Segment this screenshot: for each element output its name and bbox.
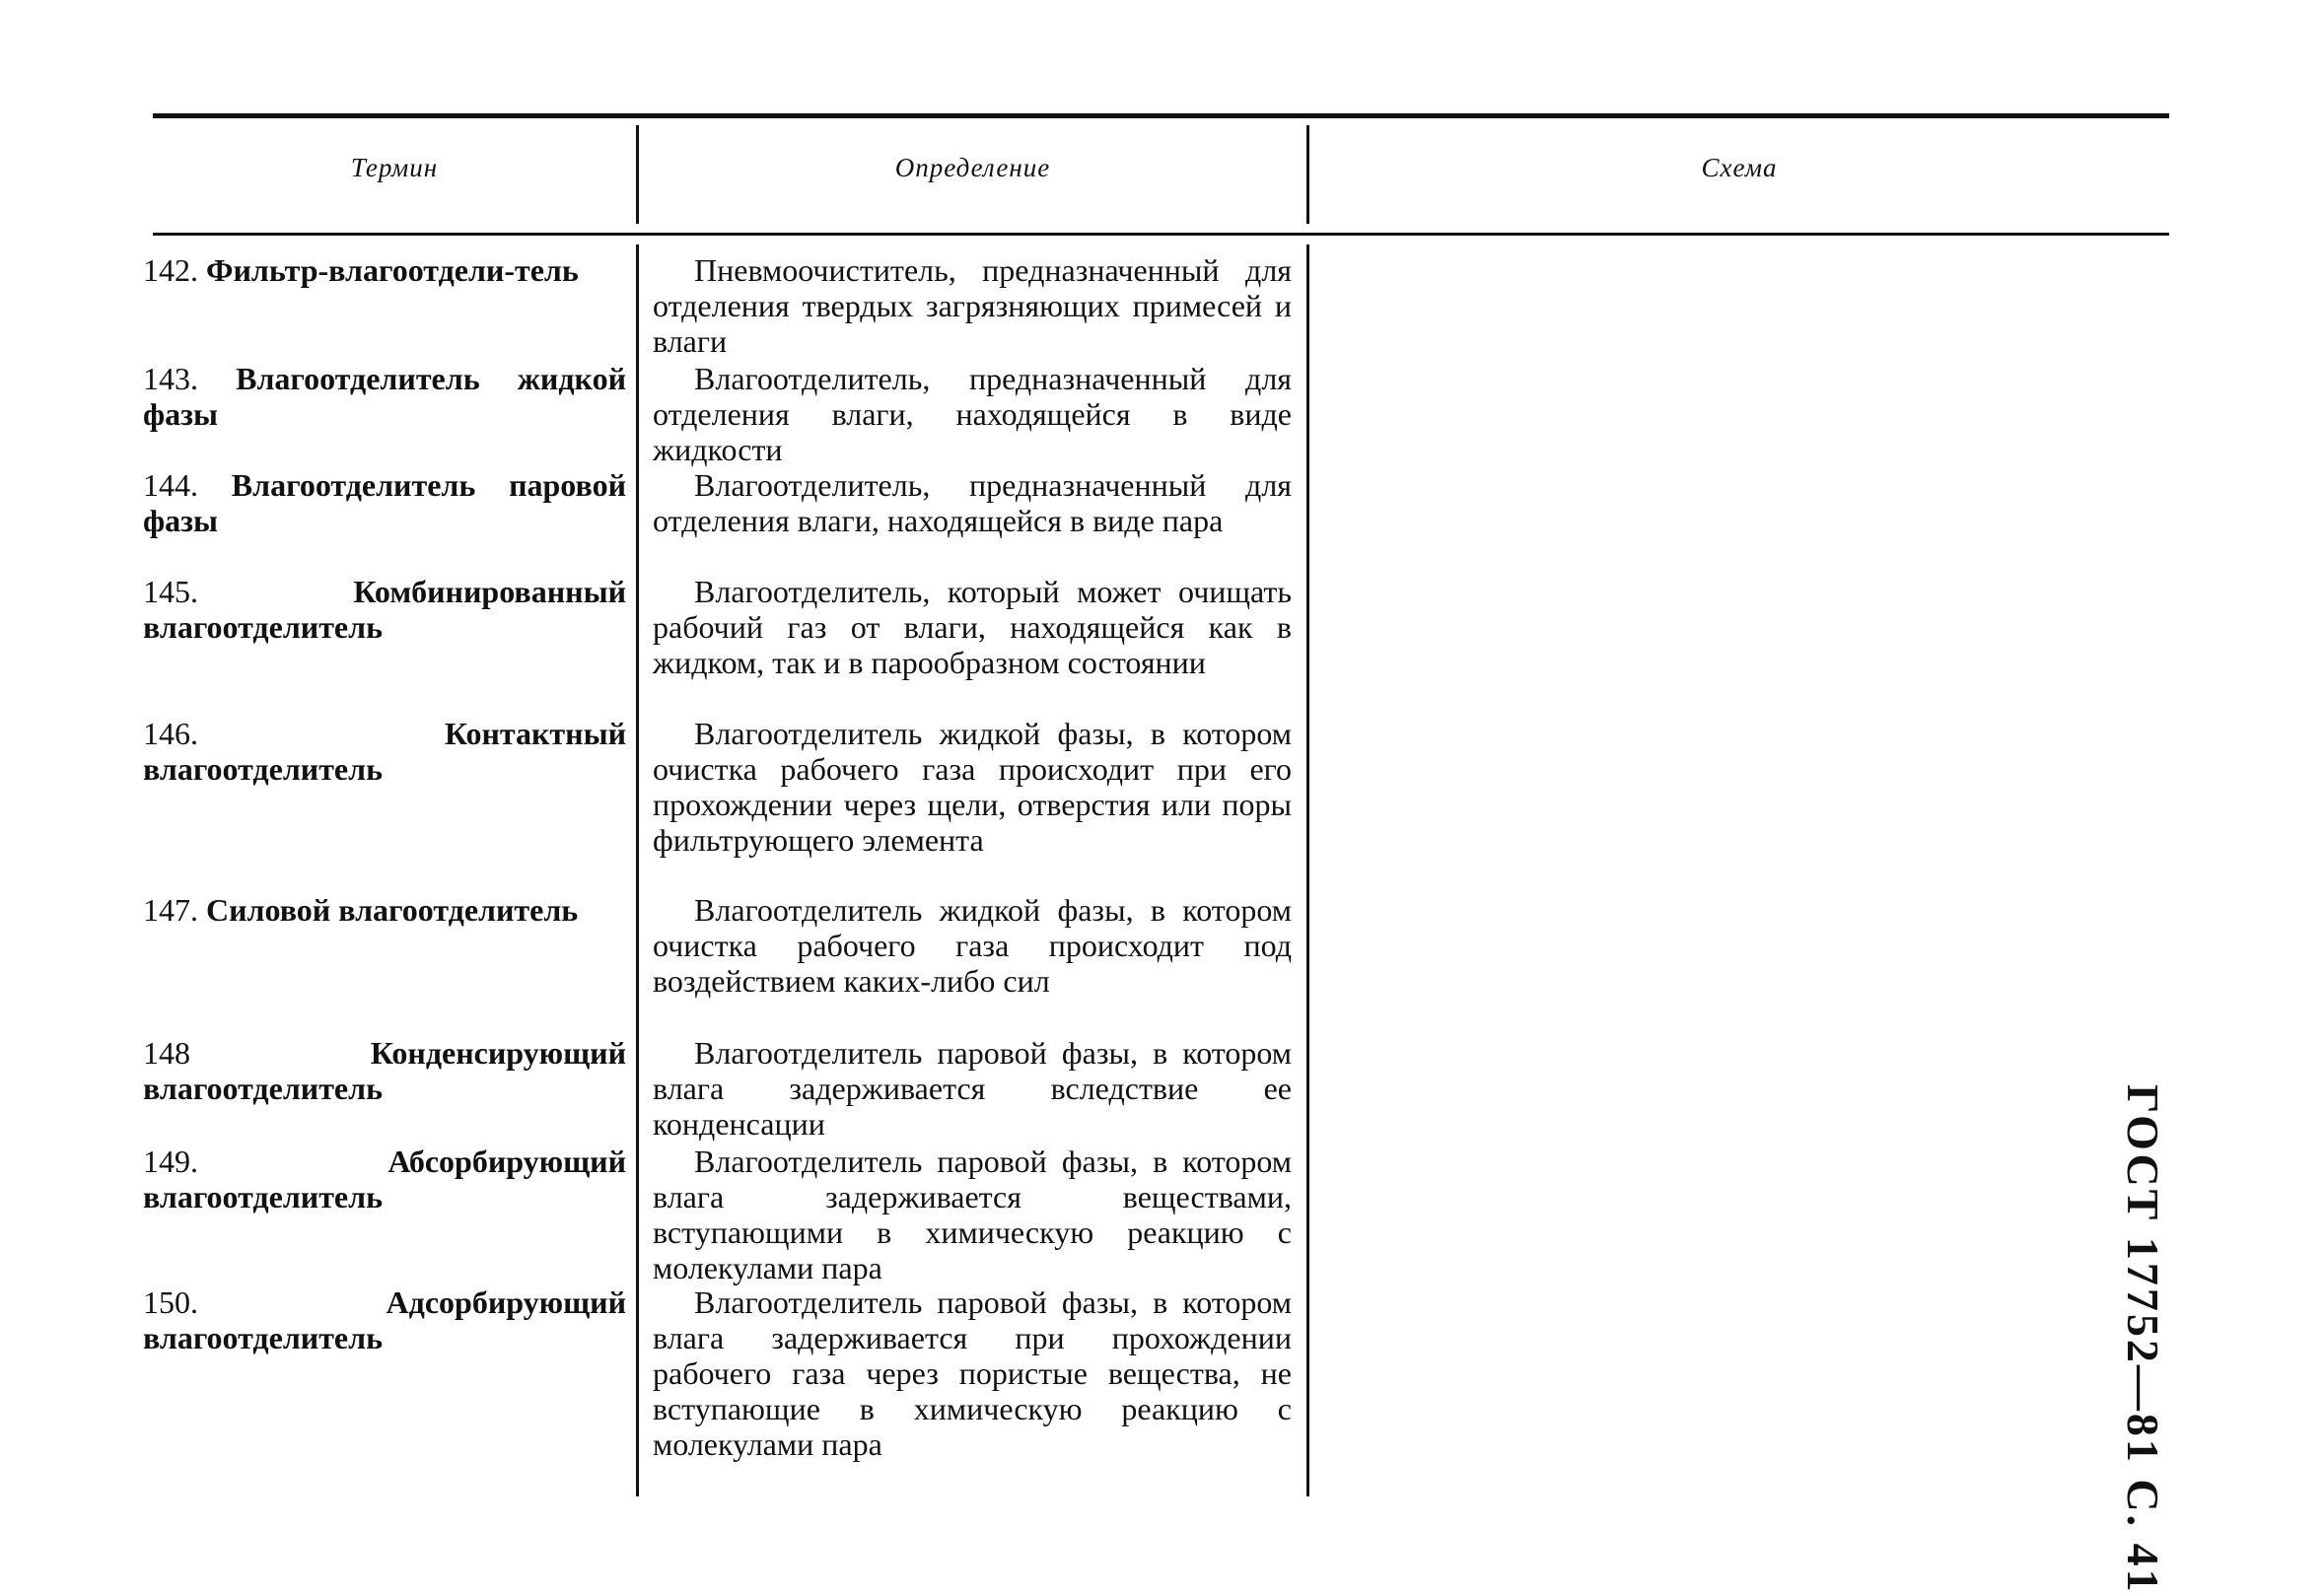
term-number: 143. bbox=[143, 361, 198, 396]
term-number: 148 bbox=[143, 1035, 190, 1071]
term-150 bbox=[143, 1284, 626, 1355]
term-name: Фильтр-влагоотдели-тель bbox=[206, 252, 579, 288]
definition-147: Влагоотделитель жидкой фазы, в котором очистка рабочего газа происходит под воздействием каких-либо сил bbox=[653, 892, 1292, 999]
term-number: 149. bbox=[143, 1144, 198, 1179]
term-146 bbox=[143, 716, 626, 787]
term-number: 147. bbox=[143, 892, 198, 928]
definition-150: Влагоотделитель паровой фазы, в котором влага задерживается при прохождении рабочего газа через пористые вещества, не вступающие в химическую реакцию с молекулами пара bbox=[653, 1284, 1292, 1462]
term-145 bbox=[143, 574, 626, 645]
header-definition: Определение bbox=[894, 153, 1051, 182]
definition-148: Влагоотделитель паровой фазы, в котором влага задерживается вследствие ее конденсации bbox=[653, 1035, 1292, 1142]
term-name: Влагоотделитель жидкой фазы bbox=[143, 361, 627, 432]
header-scheme: Схема bbox=[1701, 153, 1778, 182]
term-148 bbox=[143, 1035, 626, 1106]
term-name: Силовой влагоотделитель bbox=[206, 892, 579, 928]
definition-145: Влагоотделитель, который может очищать рабочий газ от влаги, находящейся как в жидком, так и в парообразном состоянии bbox=[653, 574, 1292, 680]
definition-144: Влагоотделитель, предназначенный для отделения влаги, находящейся в виде пара bbox=[653, 467, 1292, 538]
term-name: Влагоотделитель паровой фазы bbox=[143, 467, 627, 538]
term-147 bbox=[143, 892, 626, 928]
definition-143: Влагоотделитель, предназначенный для отделения влаги, находящейся в виде жидкости bbox=[653, 361, 1292, 467]
term-144 bbox=[143, 467, 626, 538]
column-divider-1-body bbox=[636, 244, 639, 1496]
term-149 bbox=[143, 1144, 626, 1214]
term-143 bbox=[143, 361, 626, 432]
term-number: 142. bbox=[143, 252, 198, 288]
term-name: Конденсирующий влагоотделитель bbox=[143, 1035, 626, 1106]
definition-142: Пневмоочиститель, предназначенный для отделения твердых загрязняющих примесей и влаги bbox=[653, 252, 1292, 359]
term-name: Комбинированный влагоотделитель bbox=[143, 574, 626, 645]
header-bottom-rule bbox=[153, 233, 2169, 236]
side-page-label: ГОСТ 17752—81 С. 41 bbox=[2118, 1084, 2168, 1595]
term-number: 146. bbox=[143, 716, 198, 751]
definition-146: Влагоотделитель жидкой фазы, в котором очистка рабочего газа происходит при его прохождении через щели, отверстия или поры фильтрующего элемента bbox=[653, 716, 1292, 858]
term-name: Адсорбирующий влагоотделитель bbox=[143, 1284, 626, 1355]
column-divider-2-body bbox=[1306, 244, 1309, 1496]
term-number: 150. bbox=[143, 1284, 198, 1320]
definition-149: Влагоотделитель паровой фазы, в котором влага задерживается веществами, вступающими в химическую реакцию с молекулами пара bbox=[653, 1144, 1292, 1285]
header-term: Термин bbox=[350, 153, 439, 182]
term-number: 144. bbox=[143, 467, 198, 503]
term-name: Контактный влагоотделитель bbox=[143, 716, 626, 787]
term-142 bbox=[143, 252, 626, 288]
table-top-rule bbox=[153, 113, 2169, 118]
term-name: Абсорбирующий влагоотделитель bbox=[143, 1144, 626, 1214]
term-number: 145. bbox=[143, 574, 198, 609]
